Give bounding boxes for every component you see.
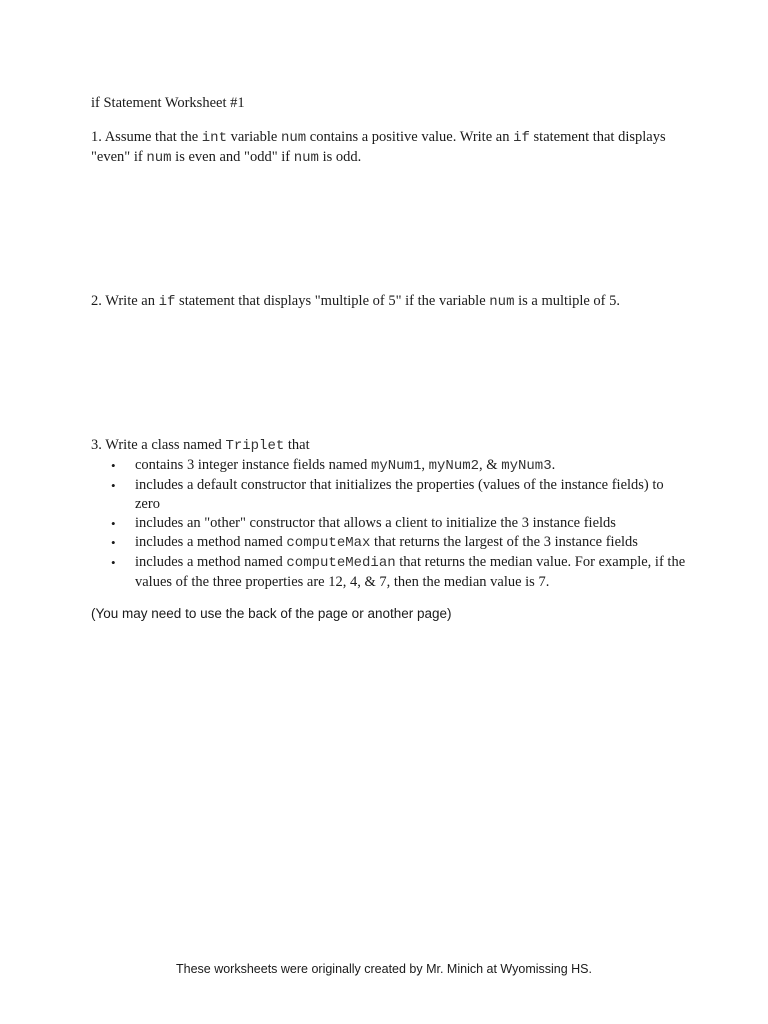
q1-text: is odd. (318, 149, 362, 165)
bullet-icon: • (111, 458, 116, 473)
list-item (91, 476, 691, 514)
q2-text: statement that displays "multiple of 5" if the variable (175, 293, 490, 309)
question-1 (91, 128, 691, 168)
code-triplet: Triplet (225, 438, 285, 454)
code-mynum1: myNum1 (370, 458, 422, 474)
item-text: , (421, 457, 429, 473)
item-text: that returns the median value. For example, if the values of the three properties are 12, 4, & 7, then the median value is 7. (135, 554, 686, 590)
code-num: num (280, 130, 307, 146)
worksheet-title: if Statement Worksheet #1 (91, 95, 245, 111)
list-item (91, 553, 691, 592)
code-if: if (158, 294, 176, 310)
q3-intro (91, 436, 691, 456)
code-num: num (146, 150, 172, 166)
q1-text: 1. Assume that the (91, 129, 202, 145)
list-item (91, 533, 691, 553)
code-computemax: computeMax (286, 535, 371, 551)
item-text: that returns the largest of the 3 instance fields (370, 534, 638, 550)
list-item (91, 514, 691, 533)
item-text: , & (479, 457, 502, 473)
back-of-page-note: (You may need to use the back of the page or another page) (91, 606, 452, 621)
bullet-icon: • (111, 535, 116, 550)
question-3 (91, 436, 691, 592)
item-text: contains 3 integer instance fields named (135, 457, 371, 473)
q1-text: contains a positive value. Write an (306, 129, 514, 145)
code-mynum3: myNum3 (501, 458, 552, 474)
item-text: includes a method named (135, 534, 287, 550)
question-2 (91, 292, 691, 312)
code-computemedian: computeMedian (286, 555, 396, 571)
bullet-icon: • (111, 516, 116, 531)
q2-text: is a multiple of 5. (514, 293, 621, 309)
q2-text: 2. Write an (91, 293, 159, 309)
code-num: num (293, 150, 319, 166)
q3-text: 3. Write a class named (91, 437, 226, 453)
q1-text: statement that displays "even" if (91, 129, 666, 165)
item-text: . (551, 457, 556, 473)
q3-text: that (284, 437, 310, 453)
bullet-icon: • (111, 478, 116, 493)
list-item (91, 456, 691, 476)
item-text: includes a default constructor that initializes the properties (values of the instance fields) to zero (135, 477, 664, 512)
page-footer: These worksheets were originally created by Mr. Minich at Wyomissing HS. (175, 962, 592, 976)
requirements-list (91, 456, 691, 592)
item-text: includes a method named (135, 554, 287, 570)
bullet-icon: • (111, 555, 116, 570)
item-text: includes an "other" constructor that allows a client to initialize the 3 instance fields (135, 515, 616, 531)
code-if: if (513, 130, 530, 146)
code-mynum2: myNum2 (428, 458, 480, 474)
code-int: int (201, 130, 227, 146)
q1-text: is even and "odd" if (171, 149, 294, 165)
q1-text: variable (226, 129, 281, 145)
code-num: num (489, 294, 515, 310)
